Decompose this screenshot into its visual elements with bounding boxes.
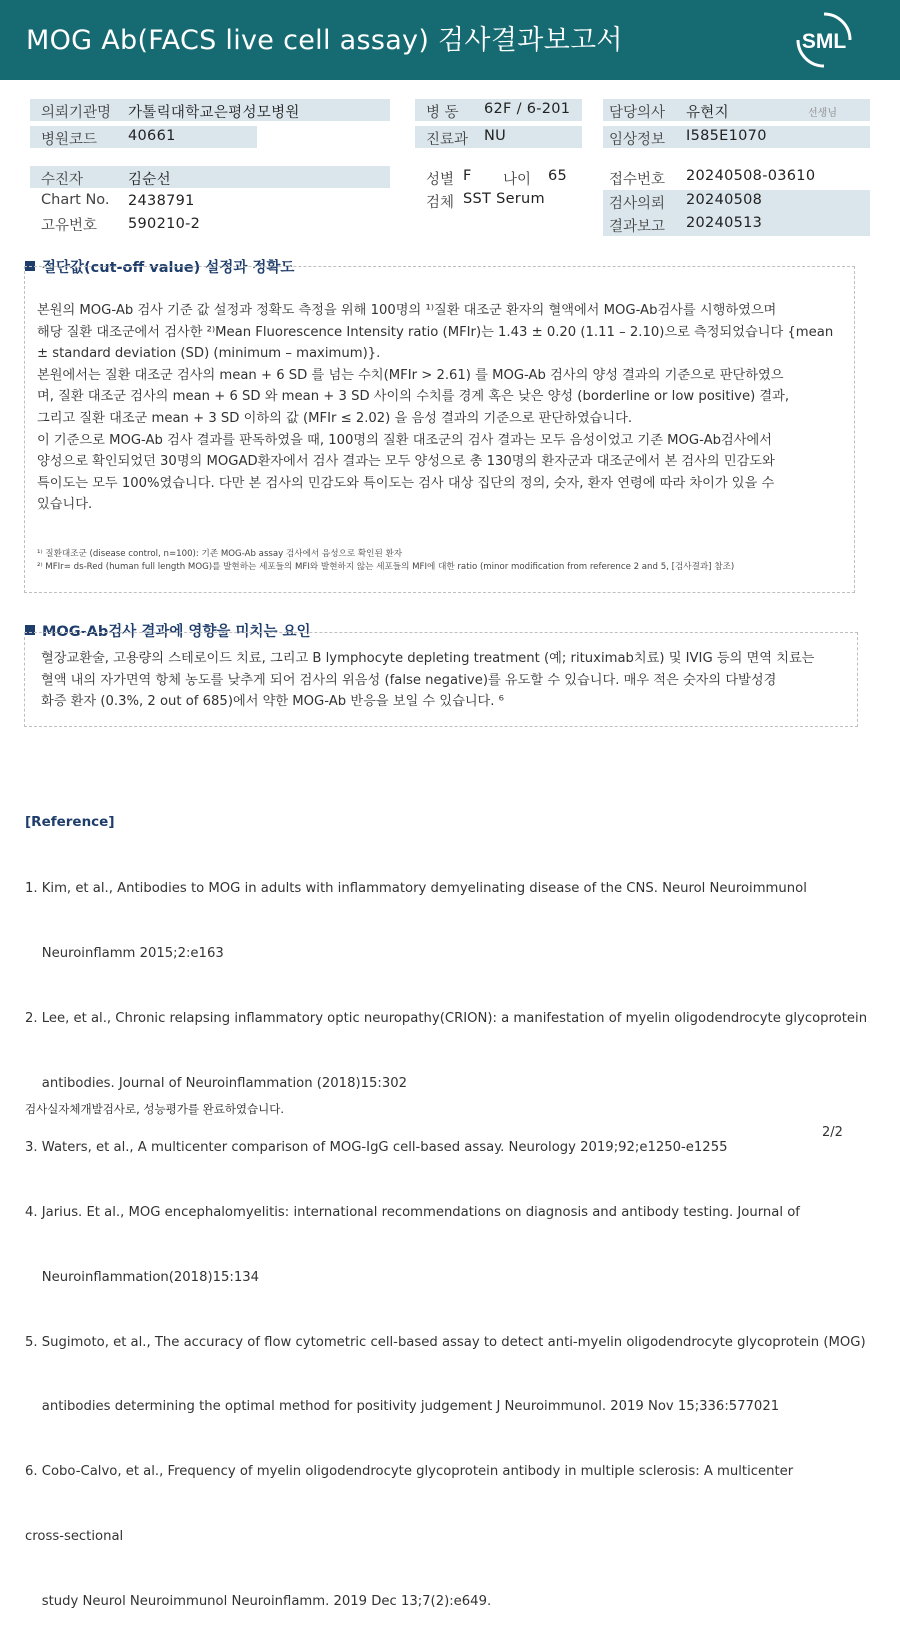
section1-line: 있습니다. [37,497,93,513]
section1-line: 본원의 MOG-Ab 검사 기준 값 설정과 정확도 측정을 위해 100명의 ¹⁾질환 대조군 환자의 혈액에서 MOG-Ab검사를 시행하였으며 [37,303,777,318]
ward-label: 병 동 [426,105,459,121]
institution-label: 의뢰기관명 [41,105,112,121]
age-value: 65 [548,168,568,184]
hospital-code-label: 병원코드 [41,132,98,148]
ward-value: 62F / 6-201 [484,101,571,117]
clinical-value: I585E1070 [686,128,767,144]
institution-value: 가톨릭대학교은평성모병원 [128,105,300,121]
section2-line: 혈액 내의 자가면역 항체 농도를 낮추게 되어 검사의 위음성 (false negative)를 유도할 수 있습니다. 매우 적은 숫자의 다발성경 [41,672,777,688]
reference-line: Neuroinflammation(2018)15:134 [25,1269,259,1285]
reference-line: 3. Waters, et al., A multicenter comparison of MOG-IgG cell-based assay. Neurology 2019;92;e1250-e1255 [25,1140,728,1156]
uid-label: 고유번호 [41,218,98,234]
section1-line: 해당 질환 대조군에서 검사한 ²⁾Mean Fluorescence Intensity ratio (MFIr)는 1.43 ± 0.20 (1.11 – 2.10)으로 측정되었습니다 {mean [37,324,834,340]
chart-value: 2438791 [128,193,195,209]
name-value: 김순선 [128,172,171,188]
report-title: MOG Ab(FACS live cell assay) 검사결과보고서 [26,25,623,56]
reference-line: antibodies determining the optimal method for positivity judgement J Neuroimmunol. 2019 Nov 15;336:577021 [25,1399,780,1415]
reference-heading: [Reference] [25,814,115,830]
sex-value: F [463,168,472,184]
section1-line: 본원에서는 질환 대조군 검사의 mean + 6 SD 를 넘는 수치(MFIr > 2.61) 를 MOG-Ab 검사의 양성 결과의 기준으로 판단하였으 [37,367,784,383]
page-number: 2/2 [822,1125,843,1140]
doctor-suffix: 선생님 [808,108,837,119]
section2-body [41,648,851,713]
section2-title: MOG-Ab검사 결과에 영향을 미치는 요인 [25,620,311,641]
section1-line: 그리고 질환 대조군 mean + 3 SD 이하의 값 (MFIr ≤ 2.02) 을 음성 결과의 기준으로 판단하였습니다. [37,410,633,426]
logo-text: SML [801,30,847,53]
reference-line: 6. Cobo-Calvo, et al., Frequency of myelin oligodendrocyte glycoprotein antibody in multiple sclerosis: A multicenter [25,1464,794,1480]
section1-line: 며, 질환 대조군 검사의 mean + 6 SD 와 mean + 3 SD 사이의 수치를 경계 혹은 낮은 양성 (borderline or low positive) 결과, [37,389,790,405]
section1-title: 절단값(cut-off value) 설정과 정확도 [25,256,294,277]
sex-label: 성별 [426,172,455,188]
reference-line: study Neurol Neuroimmunol Neuroinflamm. 2019 Dec 13;7(2):e649. [25,1593,492,1609]
footnote-1: ¹⁾ 질환대조군 (disease control, n=100): 기존 MOG-Ab assay 검사에서 음성으로 확인된 환자 [37,549,403,559]
section1-line: 양성으로 확인되었던 30명의 MOGAD환자에서 검사 결과는 모두 양성으로 총 130명의 환자군과 대조군에서 본 검사의 민감도와 [37,454,775,470]
age-label: 나이 [503,172,532,188]
doctor-label: 담당의사 [609,105,666,121]
reference-line: 1. Kim, et al., Antibodies to MOG in adults with inflammatory demyelinating disease of the CNS. Neurol Neuroimmunol [25,881,807,897]
receipt-value: 20240508-03610 [686,168,816,184]
report-value: 20240513 [686,215,763,231]
specimen-label: 검체 [426,195,455,211]
reference-line: 4. Jarius. Et al., MOG encephalomyelitis: international recommendations on diagnosis and antibody testing. Journal of [25,1205,800,1221]
clinical-label: 임상정보 [609,132,666,148]
hospital-code-value: 40661 [128,128,176,144]
report-header [0,0,900,80]
dept-value: NU [484,128,507,144]
validation-note: 검사실자체개발검사로, 성능평가를 완료하였습니다. [25,1102,285,1116]
receipt-label: 접수번호 [609,172,666,188]
reference-list [25,835,868,1634]
reference-line: antibodies. Journal of Neuroinflammation (2018)15:302 [25,1075,408,1091]
reference-line: Neuroinflamm 2015;2:e163 [25,945,224,961]
bar-name [30,166,390,188]
section2-line: 혈장교환술, 고용량의 스테로이드 치료, 그리고 B lymphocyte depleting treatment (예; rituximab치료) 및 IVIG 등의 면역 치료는 [41,651,815,666]
sml-logo [794,10,854,70]
section1-body [37,300,847,516]
dept-label: 진료과 [426,132,469,148]
section1-line: 특이도는 모두 100%였습니다. 다만 본 검사의 민감도와 특이도는 검사 대상 집단의 정의, 숫자, 환자 연령에 따라 차이가 있을 수 [37,475,775,491]
chart-label: Chart No. [41,192,110,208]
footnote-2: ²⁾ MFIr= ds-Red (human full length MOG)를 발현하는 세포들의 MFI와 발현하지 않는 세포들의 MFI에 대한 ratio (minor modification from reference 2 and 5, [검사결과] 참조) [37,562,735,572]
section2-line: 화증 환자 (0.3%, 2 out of 685)에서 약한 MOG-Ab 반응을 보일 수 있습니다. ⁶ [41,694,504,710]
report-label: 결과보고 [609,219,666,235]
section1-line: ± standard deviation (SD) (minimum – maximum)}. [37,346,381,362]
reference-line: 2. Lee, et al., Chronic relapsing inflammatory optic neuropathy(CRION): a manifestation of myelin oligodendrocyte glycoprotein [25,1010,868,1026]
specimen-value: SST Serum [463,191,545,207]
uid-value: 590210-2 [128,216,201,232]
name-label: 수진자 [41,172,84,188]
doctor-value: 유현지 [686,105,729,121]
reference-line: 5. Sugimoto, et al., The accuracy of flow cytometric cell-based assay to detect anti-myelin oligodendrocyte glycoprotein (MOG) [25,1334,866,1350]
request-label: 검사의뢰 [609,196,666,212]
request-value: 20240508 [686,192,763,208]
reference-line: cross-sectional [25,1529,124,1544]
section1-line: 이 기준으로 MOG-Ab 검사 결과를 판독하였을 때, 100명의 질환 대조군의 검사 결과는 모두 음성이었고 기존 MOG-Ab검사에서 [37,432,772,448]
